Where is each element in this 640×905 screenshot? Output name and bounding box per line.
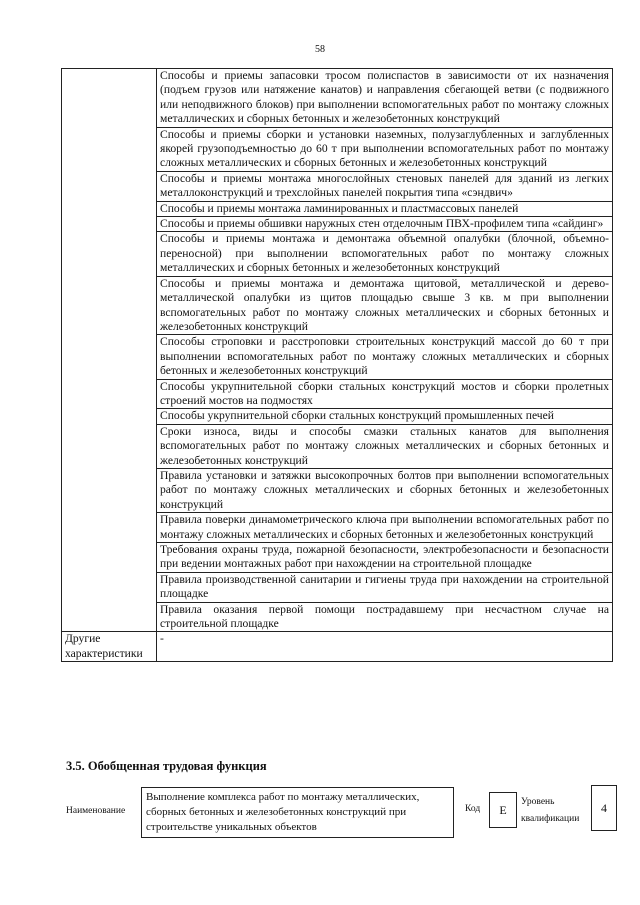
qualification-level-label-line1: Уровень [521,797,555,807]
knowledge-item: Правила оказания первой помощи пострадавшему при несчастном случае на строительной площадке [157,602,613,632]
function-name-value: Выполнение комплекса работ по монтажу металлических, сборных бетонных и железобетонных конструкций при строительстве уникальных объектов [141,787,454,838]
other-characteristics-row [62,632,613,662]
generalized-function-row [66,782,616,836]
knowledge-item: Сроки износа, виды и способы смазки стальных канатов для выполнения вспомогательных работ по монтажу сложных металлических и сборных бетонных и железобетонных конструкций [157,424,613,468]
page-number: 58 [315,44,325,55]
knowledge-row [62,69,613,128]
knowledge-item: Правила производственной санитарии и гигиены труда при нахождении на строительной площадке [157,572,613,602]
qualification-level-label-line2: квалификации [521,814,580,824]
required-knowledge-label-cell [62,69,157,632]
knowledge-item: Правила поверки динамометрического ключа при выполнении вспомогательных работ по монтажу сложных металлических и сборных бетонных и железобетонных конструкций [157,513,613,543]
knowledge-item: Способы и приемы монтажа многослойных стеновых панелей для зданий из легких металлоконструкций и трехслойных панелей покрытия типа «сэндвич» [157,171,613,201]
qualification-level-value: 4 [591,785,617,831]
knowledge-item: Способы и приемы монтажа ламинированных и пластмассовых панелей [157,201,613,216]
qualification-level-label [521,794,579,828]
other-characteristics-value: - [157,632,613,662]
code-value: E [489,792,517,828]
knowledge-item: Способы и приемы сборки и установки наземных, полузаглубленных и заглубленных якорей грузоподъемностью до 60 т при выполнении вспомогательных работ по монтажу сложных металлических и сборных бетонных и железобетонных конструкций [157,127,613,171]
function-name-label: Наименование [66,806,126,816]
code-label: Код [465,804,481,814]
knowledge-item: Способы строповки и расстроповки строительных конструкций массой до 60 т при выполнении вспомогательных работ по монтажу сложных металлических и сборных бетонных и железобетонных конструкций [157,335,613,379]
knowledge-item: Способы и приемы запасовки тросом полиспастов в зависимости от их назначения (подъем грузов или натяжение канатов) и направления сбегающей ветви (с подвижного или неподвижного блоков) при выполнении вспомогательных работ по монтажу сложных металлических и сборных бетонных и железобетонных конструкций [157,69,613,128]
knowledge-item: Способы и приемы монтажа и демонтажа щитовой, металлической и дерево-металлической опалубки из щитов площадью свыше 3 кв. м при выполнении вспомогательных работ по монтажу сложных металлических и сборных бетонных и железобетонных конструкций [157,276,613,335]
knowledge-table-body [62,69,613,662]
knowledge-item: Способы укрупнительной сборки стальных конструкций промышленных печей [157,409,613,424]
knowledge-item: Способы укрупнительной сборки стальных конструкций мостов и сборки пролетных строений мостов на подмостях [157,379,613,409]
other-characteristics-label: Другие характеристики [62,632,157,662]
knowledge-item: Способы и приемы монтажа и демонтажа объемной опалубки (блочной, объемно-переносной) при выполнении вспомогательных работ по монтажу сложных металлических и сборных бетонных и железобетонных конструкций [157,232,613,276]
knowledge-item: Правила установки и затяжки высокопрочных болтов при выполнении вспомогательных работ по монтажу сложных металлических и сборных бетонных и железобетонных конструкций [157,468,613,512]
knowledge-item: Способы и приемы обшивки наружных стен отделочным ПВХ-профилем типа «сайдинг» [157,217,613,232]
knowledge-item: Требования охраны труда, пожарной безопасности, электробезопасности и безопасности при ведении монтажных работ при нахождении на строительной площадке [157,543,613,573]
section-title: 3.5. Обобщенная трудовая функция [66,759,267,773]
knowledge-table [61,68,613,662]
